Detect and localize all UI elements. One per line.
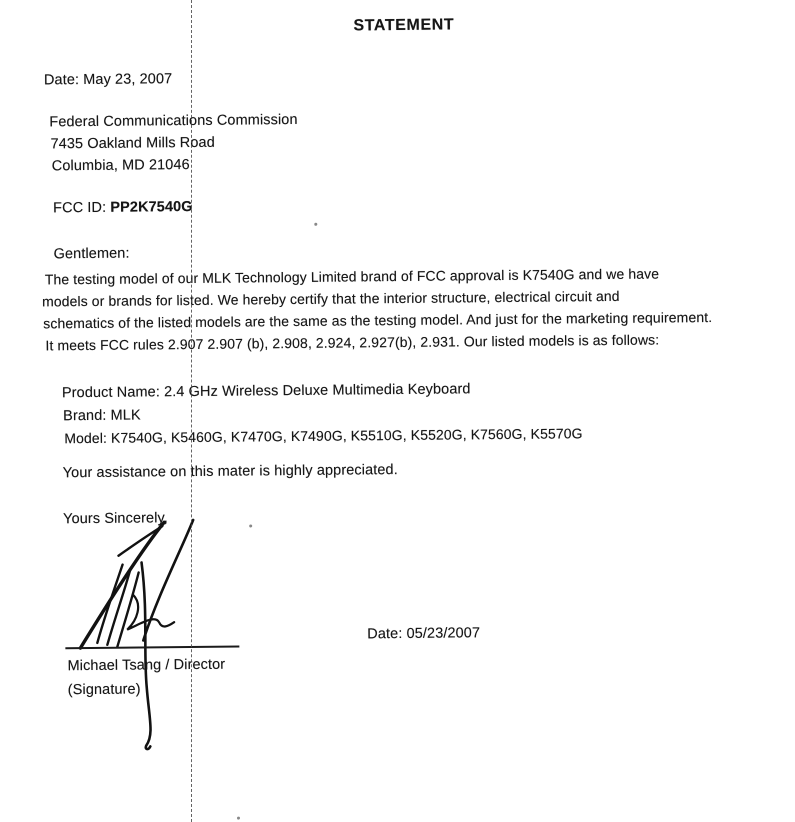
scan-speckle: [237, 817, 240, 820]
recipient-line-2: 7435 Oakland Mills Road: [50, 134, 215, 153]
signer-name: Michael Tsang / Director: [67, 656, 226, 675]
fcc-id-line: [53, 199, 193, 216]
letter-title: STATEMENT: [353, 16, 455, 35]
signature-date: Date: 05/23/2007: [367, 625, 481, 643]
scan-speckle: [249, 524, 252, 527]
recipient-line-1: Federal Communications Commission: [49, 111, 298, 131]
salutation: Gentlemen:: [53, 245, 130, 263]
scan-speckle: [314, 223, 317, 226]
body-line-4: It meets FCC rules 2.907 2.907 (b), 2.908, 2.924, 2.927(b), 2.931. Our listed models is as follows:: [45, 331, 660, 354]
signature-caption: (Signature): [67, 681, 141, 699]
recipient-line-3: Columbia, MD 21046: [51, 157, 190, 175]
brand-line: Brand: MLK: [63, 407, 141, 425]
signature-scribble: [64, 502, 247, 769]
body-line-3: schematics of the listed models are the same as the testing model. And just for the marketing requirement.: [43, 309, 713, 332]
valediction: Yours Sincerely,: [63, 510, 168, 528]
model-line: Model: K7540G, K5460G, K7470G, K7490G, K5510G, K5520G, K7560G, K5570G: [64, 425, 583, 447]
scan-fold-line: [191, 0, 192, 822]
body-line-1: The testing model of our MLK Technology Limited brand of FCC approval is K7540G and we have: [44, 265, 660, 288]
product-name-line: Product Name: 2.4 GHz Wireless Deluxe Multimedia Keyboard: [61, 381, 471, 402]
closing-note: Your assistance on this mater is highly appreciated.: [62, 462, 398, 482]
fcc-id-value: PP2K7540G: [110, 198, 193, 216]
fcc-id-label: FCC ID:: [53, 199, 111, 217]
body-line-2: models or brands for listed. We hereby certify that the interior structure, electrical circuit and: [41, 287, 620, 310]
date-line: Date: May 23, 2007: [43, 71, 173, 89]
